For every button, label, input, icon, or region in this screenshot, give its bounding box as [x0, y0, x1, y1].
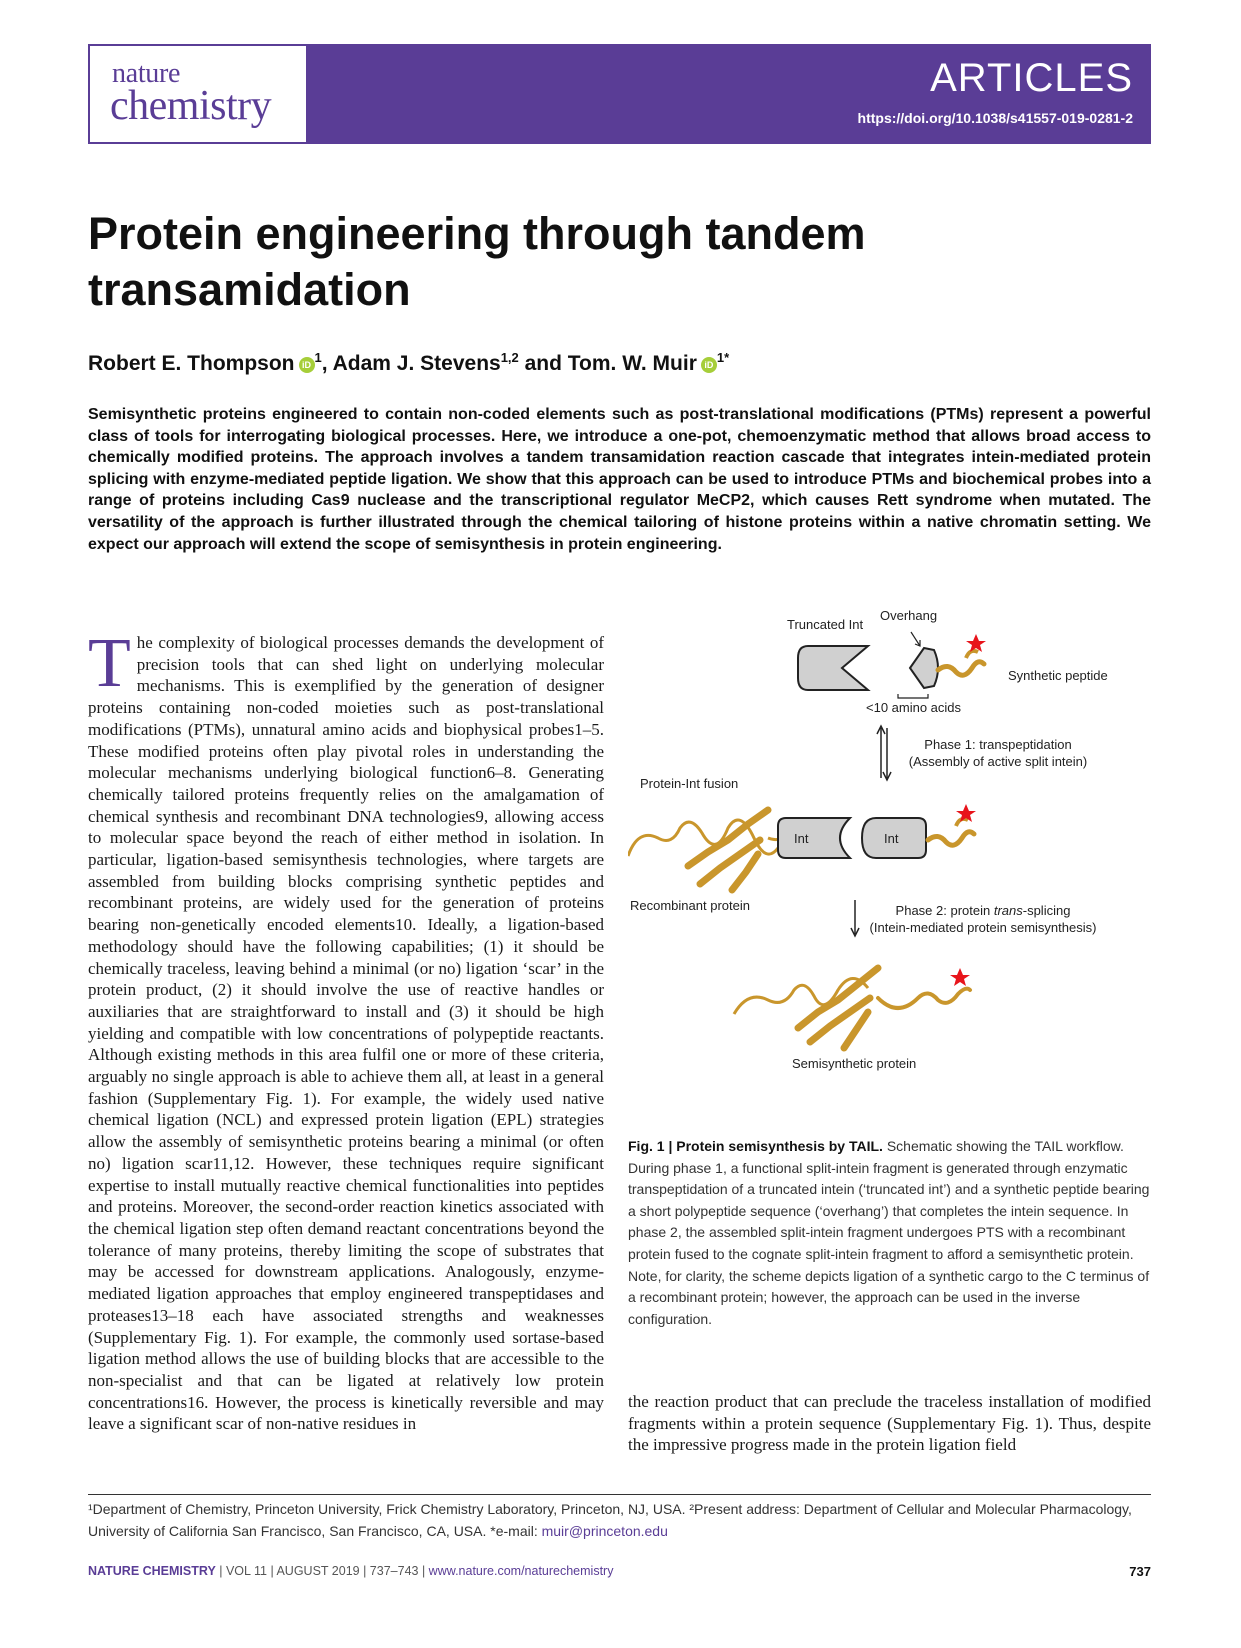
int-left-shape — [778, 818, 850, 858]
author-2-affiliation: 1,2 — [500, 350, 519, 365]
logo-text-nature: nature — [112, 58, 181, 89]
semisynthetic-protein-tail — [878, 989, 970, 1008]
phase2-subtitle: (Intein-mediated protein semisynthesis) — [869, 920, 1097, 935]
author-1-affiliation: 1 — [314, 350, 322, 365]
footnote-divider — [88, 1494, 1151, 1495]
label-int-right: Int — [884, 831, 899, 846]
star-icon — [950, 968, 970, 986]
phase1-title: Phase 1: transpeptidation — [924, 737, 1072, 752]
fig-label-phase1 — [908, 736, 1088, 770]
synthetic-peptide-chain — [938, 662, 984, 675]
affiliations-footnote — [88, 1499, 1151, 1542]
journal-details: | VOL 11 | AUGUST 2019 | 737–743 | — [215, 1564, 429, 1578]
overhang-shape — [910, 648, 938, 688]
body-column-right: the reaction product that can preclude the traceless installation of modified fragments within a protein sequence (Supplementary Fig. 1). Thus, despite the impressive progress made in the protein ligation field — [628, 1392, 1151, 1455]
logo-text-chemistry: chemistry — [110, 83, 272, 129]
phase2-title — [868, 902, 1098, 919]
caption-text: Schematic showing the TAIL workflow. During phase 1, a functional split-intein fragment is generated through enzymatic transpeptidation of a truncated intein (‘truncated int’) and a synthetic peptide bearing a short polypeptide sequence (‘overhang’) that completes the intein sequence. In phase 2, the assembled split-intein fragment undergoes PTS with a recombinant protein fused to the cognate split-intein fragment to afford a semisynthetic protein. Note, for clarity, the scheme depicts ligation of a synthetic cargo to the C terminus of a recombinant protein; however, the approach can be used in the inverse configuration. — [628, 1138, 1150, 1327]
title-line-1: Protein engineering through tandem — [88, 208, 866, 259]
author-3-affiliation: 1* — [716, 350, 730, 365]
int-right-peptide — [928, 832, 974, 845]
author-3-name[interactable]: and Tom. W. Muir — [518, 352, 697, 375]
section-label: ARTICLES — [930, 56, 1133, 100]
journal-url[interactable]: www.nature.com/naturechemistry — [428, 1564, 614, 1578]
fig-label-synthetic-peptide: Synthetic peptide — [1008, 668, 1108, 683]
body-text-left: he complexity of biological processes demands the development of precision tools that can shed light on underlying molecular mechanisms. This is exemplified by the generation of designer proteins containing non-coded moieties such as post-translational modifications (PTMs), unnatural amino acids and biophysical probes1–5. These modified proteins often play pivotal roles in understanding the molecular mechanisms underlying biological function6–8. Generating chemically tailored proteins frequently relies on the amalgamation of chemical synthesis and recombinant DNA technologies9, allowing access to molecular space beyond the reach of either method in isolation. In particular, ligation-based semisynthesis technologies, where targets are assembled from building blocks comprising synthetic peptides and recombinant proteins, are widely used for the generation of proteins bearing non-genetically encoded elements10. Ideally, a ligation-based methodology should have the following capabilities; (1) it should be chemically traceless, leaving behind a minimal (or no) ligation ‘scar’ in the protein product, (2) it should involve the use of reactive handles or auxiliaries that are straightforward to install and (3) it should be high yielding and compatible with low concentrations of polypeptide reactants. Although existing methods in this area fulfil one or more of these criteria, arguably no single approach is able to achieve them all, at least in a general fashion (Supplementary Fig. 1). For example, the widely used native chemical ligation (NCL) and expressed protein ligation (EPL) strategies allow the assembly of semisynthetic proteins bearing a minimal (or often no) ligation scar11,12. However, these techniques require significant expertise to install mutually reactive chemical functionalities into peptides and proteins. Moreover, the second-order reaction kinetics associated with the chemical ligation step often demand reactant concentrations beyond the tolerance of many proteins, thereby limiting the scope of substrates that may be accessed for downstream applications. Analogously, enzyme-mediated ligation approaches that employ engineered transpeptidases and proteases13–18 each have associated strengths and weaknesses (Supplementary Fig. 1). For example, the commonly used sortase-based ligation method allows the use of building blocks that are accessible to the non-specialist and that can be ligated at relatively low protein concentrations16. However, the process is kinetically reversible and may leave a significant scar of non-native residues in — [88, 633, 604, 1434]
fig-label-amino-acids: <10 amino acids — [866, 700, 962, 715]
abstract: Semisynthetic proteins engineered to contain non-coded elements such as post-translational modifications (PTMs) represent a powerful class of tools for interrogating biological processes. Here, we introduce a one-pot, chemoenzymatic method that allows broad access to chemically modified proteins. The approach involves a tandem transamidation reaction cascade that integrates intein-mediated protein splicing with enzyme-mediated peptide ligation. We show that this approach can be used to introduce PTMs and biochemical probes into a range of proteins including Cas9 nuclease and the transcriptional regulator MeCP2, which causes Rett syndrome when mutated. The versatility of the approach is further illustrated through the chemical tailoring of histone proteins within a native chromatin setting. We expect our approach will extend the scope of semisynthesis in protein engineering. — [88, 406, 1151, 553]
journal-footer — [88, 1564, 613, 1578]
label-int-left: Int — [794, 831, 809, 846]
article-title — [88, 206, 988, 318]
amino-acid-bracket — [898, 694, 928, 698]
fig-label-overhang: Overhang — [880, 608, 938, 623]
doi-link[interactable]: https://doi.org/10.1038/s41557-019-0281-2 — [857, 110, 1133, 126]
recombinant-protein-chain — [628, 820, 778, 856]
phase2-title-pre: Phase 2: protein — [895, 903, 994, 918]
author-1-name[interactable]: Robert E. Thompson — [88, 352, 295, 375]
journal-name: NATURE CHEMISTRY — [88, 1564, 216, 1578]
author-list — [88, 350, 729, 376]
fig-label-phase2 — [868, 902, 1098, 936]
fig-label-truncated-int: Truncated Int — [787, 617, 864, 632]
email-link[interactable]: muir@princeton.edu — [541, 1522, 668, 1539]
fig-label-protein-int-fusion: Protein-Int fusion — [640, 776, 739, 791]
footnote-text: ¹Department of Chemistry, Princeton University, Frick Chemistry Laboratory, Princeton, NJ, USA. ²Present address: Department of Cellular and Molecular Pharmacology, University of California San Francisco, San Francisco, CA, USA. *e-mail: — [88, 1501, 1132, 1539]
recombinant-protein-helices — [688, 810, 768, 890]
orcid-icon[interactable]: iD — [299, 357, 315, 373]
phase1-subtitle: (Assembly of active split intein) — [908, 754, 1088, 769]
title-line-2: transamidation — [88, 264, 411, 315]
orcid-icon[interactable]: iD — [701, 357, 717, 373]
caption-label: Fig. 1 | Protein semisynthesis by TAIL. — [628, 1138, 883, 1154]
semisynthetic-protein-helices — [798, 968, 878, 1048]
page-number: 737 — [1129, 1564, 1151, 1579]
drop-cap: T — [88, 625, 131, 702]
figure-caption — [628, 1136, 1151, 1330]
author-2-name[interactable]: , Adam J. Stevens — [321, 352, 501, 375]
phase2-title-italic: trans — [993, 903, 1023, 918]
truncated-int-shape — [798, 646, 868, 690]
fig-label-recombinant: Recombinant protein — [630, 898, 750, 913]
body-column-left — [88, 625, 604, 1435]
fig-label-semisynthetic: Semisynthetic protein — [792, 1056, 917, 1071]
synthetic-peptide-tail — [966, 651, 978, 658]
phase2-title-post: -splicing — [1022, 903, 1071, 918]
